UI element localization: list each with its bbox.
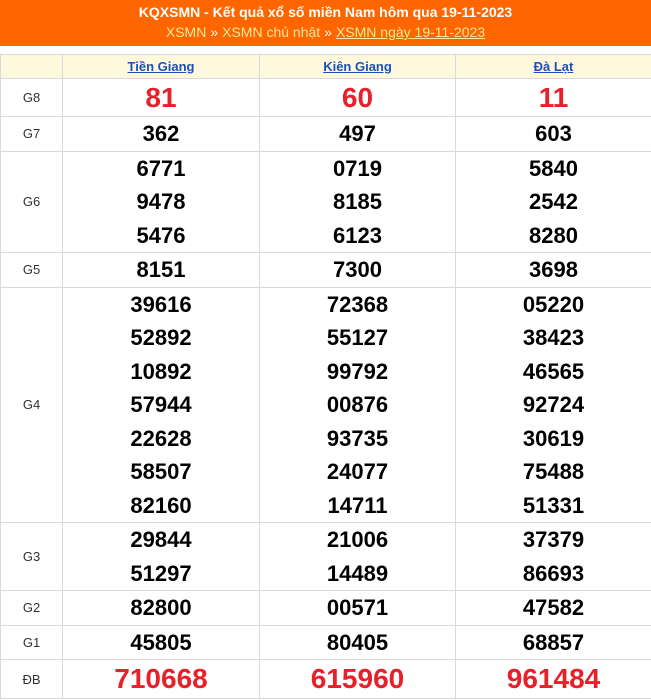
result-number: 05220 <box>522 291 585 317</box>
result-number: 11 <box>538 82 569 113</box>
result-number: 92724 <box>522 392 585 417</box>
result-number: 362 <box>142 121 180 146</box>
result-number: 3698 <box>529 257 578 282</box>
result-cell <box>456 591 651 626</box>
result-cell <box>63 591 260 626</box>
province-link-da-lat[interactable]: Đà Lạt <box>533 59 574 74</box>
result-number: 9478 <box>136 189 186 214</box>
prize-label: G1 <box>1 625 63 660</box>
province-header-row <box>1 55 651 79</box>
prize-label: G4 <box>1 287 63 523</box>
result-cell <box>63 523 260 591</box>
result-number: 68857 <box>522 629 585 655</box>
result-number: 46565 <box>522 358 585 384</box>
result-number: 37379 <box>522 527 585 552</box>
result-cell <box>260 523 456 591</box>
result-number: 93735 <box>326 425 389 451</box>
result-number: 86693 <box>522 560 585 586</box>
result-number: 21006 <box>326 527 389 552</box>
prize-label: G3 <box>1 523 63 591</box>
result-cell <box>456 151 651 253</box>
result-cell <box>63 625 260 660</box>
prize-label: G5 <box>1 253 63 288</box>
result-number: 5476 <box>136 222 186 248</box>
breadcrumb-xsmn-sunday[interactable]: XSMN chủ nhật <box>222 24 321 40</box>
result-cell <box>456 523 651 591</box>
result-number: 7300 <box>333 257 382 282</box>
result-cell <box>456 660 651 699</box>
page-title: KQXSMN - Kết quả xổ số miền Nam hôm qua 19-11-2023 <box>138 4 513 20</box>
result-cell <box>456 287 651 523</box>
result-number: 615960 <box>310 663 405 694</box>
result-number: 8185 <box>333 189 382 214</box>
province-link-tien-giang[interactable]: Tiền Giang <box>127 59 195 74</box>
prize-row-g6 <box>1 151 651 253</box>
result-number: 45805 <box>130 629 192 655</box>
result-number: 00571 <box>326 595 389 620</box>
result-number: 14489 <box>326 560 389 586</box>
page-header <box>0 0 651 46</box>
breadcrumb <box>0 19 651 39</box>
prize-rows <box>1 79 651 699</box>
prize-row-db <box>1 660 651 699</box>
result-number: 99792 <box>326 358 389 384</box>
result-number: 2542 <box>529 189 578 214</box>
result-cell <box>260 287 456 523</box>
result-number: 60 <box>341 82 374 113</box>
prize-row-g8 <box>1 79 651 117</box>
result-cell <box>456 117 651 152</box>
result-cell <box>63 117 260 152</box>
result-cell <box>260 253 456 288</box>
result-number: 72368 <box>326 291 389 317</box>
province-link-kien-giang[interactable]: Kiên Giang <box>323 59 392 74</box>
result-cell <box>63 287 260 523</box>
result-number: 30619 <box>522 425 585 451</box>
result-cell <box>260 591 456 626</box>
result-number: 29844 <box>130 527 192 552</box>
breadcrumb-xsmn-date[interactable]: XSMN ngày 19-11-2023 <box>335 24 486 40</box>
result-number: 82800 <box>130 595 192 620</box>
result-number: 39616 <box>130 291 192 317</box>
result-cell <box>260 117 456 152</box>
result-number: 6123 <box>333 222 382 248</box>
result-cell <box>456 79 651 117</box>
result-cell <box>63 253 260 288</box>
result-number: 57944 <box>130 392 192 417</box>
result-number: 8280 <box>529 222 578 248</box>
prize-row-g4 <box>1 287 651 523</box>
result-cell <box>260 625 456 660</box>
prize-label: G7 <box>1 117 63 152</box>
result-cell <box>260 660 456 699</box>
province-header <box>63 55 260 79</box>
result-number: 75488 <box>522 459 585 484</box>
result-number: 51297 <box>130 560 192 586</box>
result-cell <box>63 79 260 117</box>
result-number: 51331 <box>522 492 585 518</box>
result-cell <box>456 625 651 660</box>
breadcrumb-separator: » <box>210 24 219 40</box>
result-number: 497 <box>339 121 376 146</box>
result-number: 961484 <box>506 663 601 694</box>
prize-label: G2 <box>1 591 63 626</box>
province-header <box>260 55 456 79</box>
breadcrumb-separator: » <box>324 24 332 40</box>
result-cell <box>456 253 651 288</box>
prize-label: G6 <box>1 151 63 253</box>
result-number: 52892 <box>130 325 192 350</box>
result-number: 10892 <box>130 358 192 384</box>
result-number: 6771 <box>136 155 186 181</box>
province-header <box>456 55 651 79</box>
result-number: 80405 <box>326 629 389 655</box>
result-number: 58507 <box>130 459 192 484</box>
result-number: 55127 <box>326 325 389 350</box>
prize-row-g7 <box>1 117 651 152</box>
result-number: 24077 <box>326 459 389 484</box>
result-cell <box>260 79 456 117</box>
result-cell <box>260 151 456 253</box>
result-number: 22628 <box>130 425 192 451</box>
result-number: 5840 <box>529 155 578 181</box>
result-cell <box>63 151 260 253</box>
result-number: 00876 <box>326 392 389 417</box>
result-number: 14711 <box>327 492 388 518</box>
breadcrumb-xsmn[interactable]: XSMN <box>165 24 207 40</box>
result-cell <box>63 660 260 699</box>
result-number: 81 <box>145 82 177 113</box>
result-number: 8151 <box>136 257 186 282</box>
results-table <box>0 54 651 699</box>
result-number: 603 <box>535 121 572 146</box>
prize-row-g2 <box>1 591 651 626</box>
result-number: 82160 <box>130 492 192 518</box>
prize-label: G8 <box>1 79 63 117</box>
prize-row-g3 <box>1 523 651 591</box>
result-number: 47582 <box>522 595 585 620</box>
prize-row-g5 <box>1 253 651 288</box>
corner-cell <box>1 55 63 79</box>
result-number: 0719 <box>333 155 382 181</box>
result-number: 38423 <box>522 325 585 350</box>
prize-label: ĐB <box>1 660 63 699</box>
result-number: 710668 <box>114 663 208 694</box>
prize-row-g1 <box>1 625 651 660</box>
